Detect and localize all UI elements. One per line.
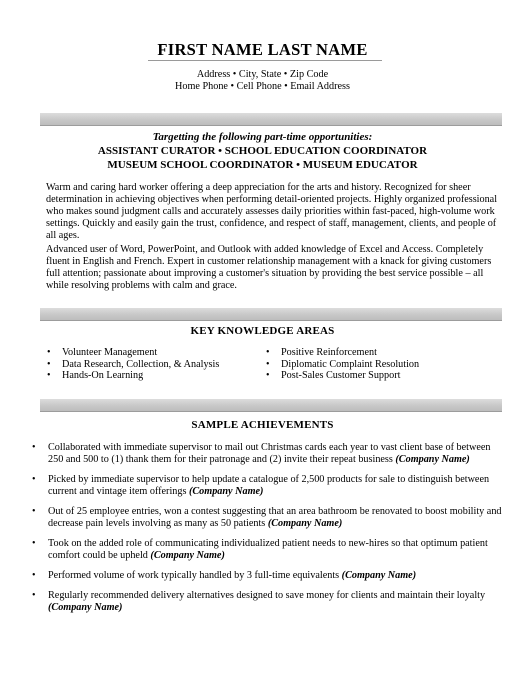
section-divider-band bbox=[40, 308, 502, 320]
section-divider-band bbox=[40, 399, 502, 411]
objective-roles-line-2: MUSEUM SCHOOL COORDINATOR • MUSEUM EDUCATOR bbox=[107, 159, 418, 171]
objective-block bbox=[0, 130, 525, 172]
bullet-icon: • bbox=[32, 538, 36, 549]
list-item: • Data Research, Collection, & Analysis bbox=[47, 358, 220, 370]
bullet-icon: • bbox=[32, 506, 36, 517]
bullet-icon: • bbox=[266, 347, 270, 358]
bullet-icon: • bbox=[32, 442, 36, 453]
bullet-icon: • bbox=[266, 370, 270, 381]
company-name: (Company Name) bbox=[341, 570, 417, 581]
bullet-icon: • bbox=[32, 570, 36, 581]
list-item: • Volunteer Management bbox=[47, 347, 158, 358]
phone-email-line: Home Phone • Cell Phone • Email Address bbox=[175, 81, 350, 92]
company-name: (Company Name) bbox=[48, 602, 123, 613]
list-item: • Collaborated with immediate supervisor to mail out Christmas cards each year to vast client base of between 250 and 500 to (1) thank them for their patronage and (2) invite their repeat business (Company Name) bbox=[32, 442, 491, 465]
company-name: (Company Name) bbox=[395, 454, 470, 465]
achievements-title: SAMPLE ACHIEVEMENTS bbox=[191, 419, 334, 431]
summary-paragraph-2: Advanced user of Word, PowerPoint, and Outlook with added knowledge of Excel and Access. Completely fluent in English and French. Expert in customer relationship management with a knack for giving customers full attention; passionate about improving a customer's situation by providing the best service possible – all while resolving problems with calm and grace. bbox=[46, 244, 492, 291]
bullet-icon: • bbox=[266, 358, 270, 370]
list-item: • Hands-On Learning bbox=[47, 370, 144, 381]
bullet-icon: • bbox=[47, 347, 51, 358]
objective-roles-line-1: ASSISTANT CURATOR • SCHOOL EDUCATION COORDINATOR bbox=[97, 145, 428, 157]
company-name: (Company Name) bbox=[267, 518, 343, 529]
list-item: • Performed volume of work typically handled by 3 full-time equivalents (Company Name) bbox=[32, 570, 417, 581]
bullet-icon: • bbox=[32, 590, 36, 601]
list-item: • Picked by immediate supervisor to help update a catalogue of 2,500 products for sale to distinguish between current and vintage item offerings (Company Name) bbox=[32, 474, 490, 497]
bullet-icon: • bbox=[47, 370, 51, 381]
objective-intro: Targetting the following part-time opportunities: bbox=[152, 131, 373, 143]
bullet-icon: • bbox=[32, 474, 36, 485]
list-item: • Post-Sales Customer Support bbox=[266, 370, 401, 381]
summary-paragraph-1: Warm and caring hard worker offering a deep appreciation for the arts and history. Recognized for sheer determination in achieving objectives when performing detail-oriented projects. Highly organized professional who makes sound judgment calls and accurately assesses daily priorities within fast-paced, high-volume work settings. Quickly and easily gain the trust, confidence, and respect of staff, management, clients, and people of all ages. bbox=[46, 182, 498, 241]
list-item: • Out of 25 employee entries, won a contest suggesting that an area bathroom be renovated to boost mobility and decrease pain levels involving as many as 50 patients (Company Name) bbox=[32, 506, 502, 529]
list-item: • Diplomatic Complaint Resolution bbox=[266, 358, 420, 370]
achievements-list bbox=[32, 442, 506, 622]
section-divider-band bbox=[40, 113, 502, 125]
list-item: • Positive Reinforcement bbox=[266, 347, 377, 358]
section-divider-line bbox=[40, 125, 502, 126]
contact-block bbox=[0, 69, 525, 93]
candidate-name: FIRST NAME LAST NAME bbox=[157, 40, 368, 59]
section-divider-line bbox=[40, 411, 502, 412]
list-item: • Took on the added role of communicating individualized patient needs to new-hires so that optimum patient comfort could be upheld (Company Name) bbox=[32, 538, 488, 561]
knowledge-list-left bbox=[47, 347, 257, 382]
knowledge-title: KEY KNOWLEDGE AREAS bbox=[190, 325, 335, 337]
company-name: (Company Name) bbox=[150, 550, 225, 561]
knowledge-list-right bbox=[266, 347, 466, 382]
list-item: • Regularly recommended delivery alternatives designed to save money for clients and maintain their loyalty (Company Name) bbox=[32, 590, 486, 613]
address-line: Address • City, State • Zip Code bbox=[196, 69, 329, 80]
company-name: (Company Name) bbox=[188, 486, 264, 497]
bullet-icon: • bbox=[47, 358, 51, 370]
section-divider-line bbox=[40, 320, 502, 321]
name-underline bbox=[148, 60, 382, 61]
